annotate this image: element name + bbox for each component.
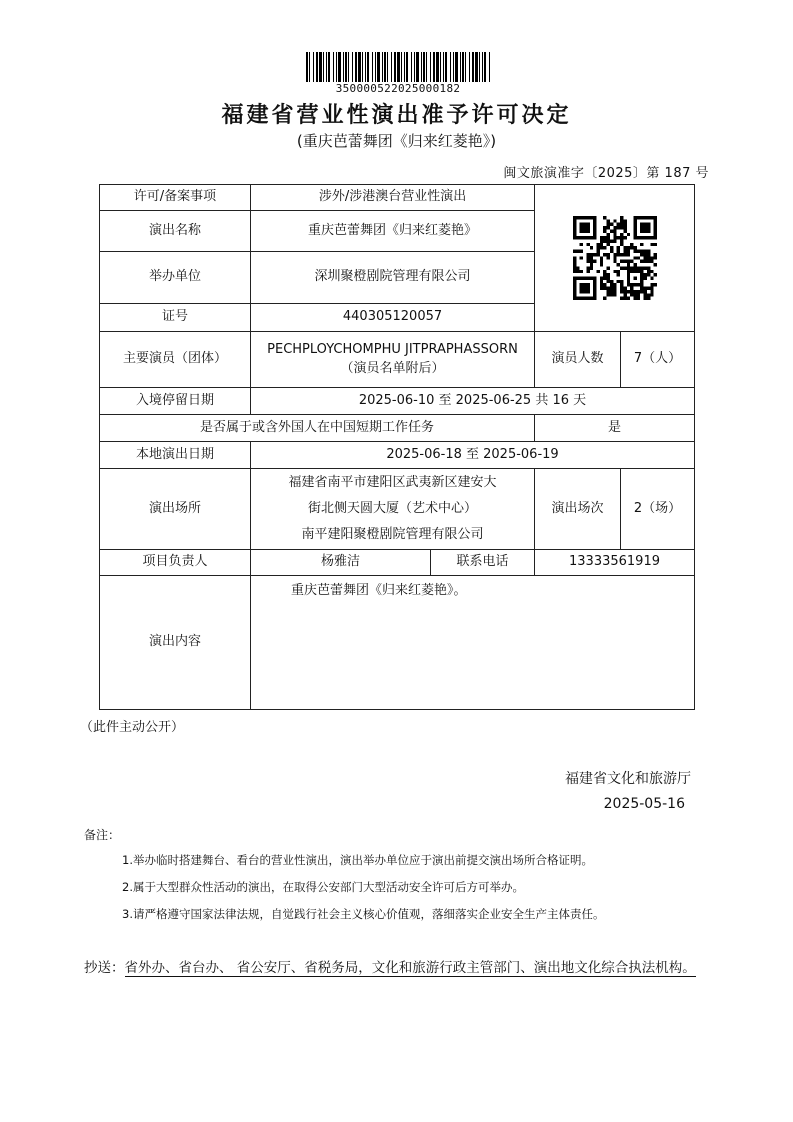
performers-note: （演员名单附后） (340, 360, 445, 376)
performers-names: PECHPLOYCHOMPHU JITPRAPHASSORN (267, 342, 518, 358)
show-name-value: 重庆芭蕾舞团《归来红菱艳》 (251, 211, 535, 252)
issuer: 福建省文化和旅游厅 (565, 771, 691, 787)
phone-label: 联系电话 (431, 550, 535, 576)
note-item: 1.举办临时搭建舞台、看台的营业性演出，演出举办单位应于演出前提交演出场所合格证明。 (122, 853, 593, 867)
notes-title: 备注： (84, 828, 121, 842)
document-number: 闽文旅演准字〔2025〕第 187 号 (503, 166, 709, 181)
page-title: 福建省营业性演出准予许可决定 (221, 103, 572, 128)
phone-value: 13333561919 (535, 550, 695, 576)
venue-line-1: 福建省南平市建阳区武夷新区建安大 (288, 475, 497, 490)
performers-value (251, 332, 535, 388)
cert-no-label: 证号 (100, 304, 251, 332)
venue-value (251, 469, 535, 550)
short-term-work-label: 是否属于或含外国人在中国短期工作任务 (100, 415, 535, 442)
sessions-value: 2（场） (621, 469, 695, 550)
performer-count-label: 演员人数 (535, 332, 621, 388)
content-label: 演出内容 (100, 576, 251, 710)
barcode-number: 350000522025000182 (335, 82, 461, 95)
barcode (306, 52, 490, 82)
cc-label: 抄送： (84, 960, 125, 976)
manager-label: 项目负责人 (100, 550, 251, 576)
show-name-label: 演出名称 (100, 211, 251, 252)
public-note: （此件主动公开） (80, 720, 185, 735)
venue-label: 演出场所 (100, 469, 251, 550)
short-term-work-value: 是 (535, 415, 695, 442)
venue-line-2: 街北侧天圆大厦（艺术中心） (308, 501, 478, 516)
organizer-value: 深圳聚橙剧院管理有限公司 (251, 252, 535, 304)
note-item: 2.属于大型群众性活动的演出，在取得公安部门大型活动安全许可后方可举办。 (122, 880, 524, 894)
manager-value: 杨雅洁 (251, 550, 431, 576)
permit-table (99, 184, 695, 710)
page-subtitle: (重庆芭蕾舞团《归来红菱艳》) (296, 132, 497, 150)
performer-count-value: 7（人） (621, 332, 695, 388)
stay-dates-label: 入境停留日期 (100, 388, 251, 415)
cert-no-value: 440305120057 (251, 304, 535, 332)
stay-dates-value: 2025-06-10 至 2025-06-25 共 16 天 (251, 388, 695, 415)
local-dates-label: 本地演出日期 (100, 442, 251, 469)
cc-recipients: 省外办、省台办、 省公安厅、省税务局，文化和旅游行政主管部门、演出地文化综合执法机构。 (124, 960, 696, 976)
venue-line-3: 南平建阳聚橙剧院管理有限公司 (301, 527, 484, 542)
license-type-label: 许可/备案事项 (100, 185, 251, 211)
cc-section (84, 956, 714, 981)
qr-code-icon (573, 216, 657, 300)
qr-code-cell (535, 185, 695, 332)
issue-date: 2025-05-16 (603, 796, 685, 812)
local-dates-value: 2025-06-18 至 2025-06-19 (251, 442, 695, 469)
content-value: 重庆芭蕾舞团《归来红菱艳》。 (251, 576, 695, 710)
license-type-value: 涉外/涉港澳台营业性演出 (251, 185, 535, 211)
sessions-label: 演出场次 (535, 469, 621, 550)
performers-label: 主要演员（团体） (100, 332, 251, 388)
organizer-label: 举办单位 (100, 252, 251, 304)
note-item: 3.请严格遵守国家法律法规，自觉践行社会主义核心价值观，落细落实企业安全生产主体责任。 (122, 907, 605, 921)
